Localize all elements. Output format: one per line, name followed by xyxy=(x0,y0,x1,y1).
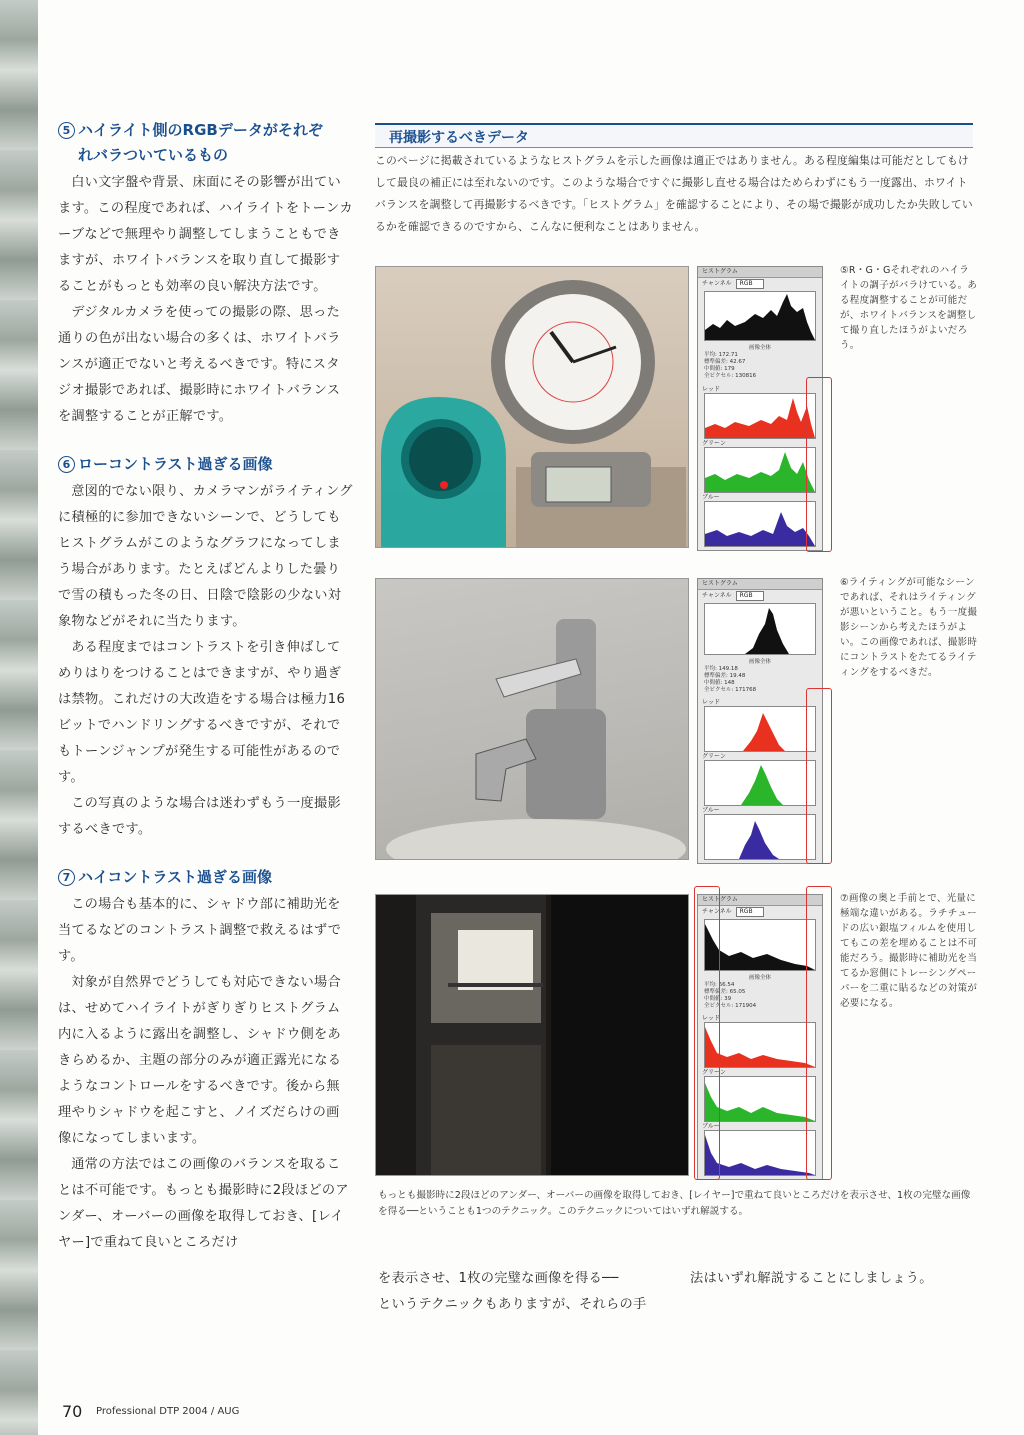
composite-pane xyxy=(704,291,816,341)
channel-select[interactable]: RGB xyxy=(736,907,764,917)
channel-label: チャンネル xyxy=(702,908,732,915)
heading-text: ハイライト側のRGBデータがそれぞ xyxy=(78,121,323,139)
box-intro: このページに掲載されているようなヒストグラムを示した画像は適正ではありません。ある程度編集は可能だとしてもけして最良の補正には至れないのです。このような場合ですぐに撮影し直せる場合はためらわずにもう一度露出、ホワイトバランスを調整して再撮影するべきです。「ヒストグラム」を確認することにより、その場で撮影が成功したか失敗しているかを確認できるのですから、こんなに便利なことはありません。 xyxy=(375,154,973,233)
shadow-marker xyxy=(694,886,720,1180)
channel-label-blue: ブルー xyxy=(702,807,720,814)
stat-mean: 平均: 66.54 xyxy=(704,982,735,988)
clocks-illustration xyxy=(376,267,688,547)
stat-std: 標準偏差: 65.05 xyxy=(704,989,746,995)
stat-median: 中間値: 148 xyxy=(704,680,735,686)
histogram-panel-1 xyxy=(697,266,823,551)
heading-text: ローコントラスト過ぎる画像 xyxy=(78,455,273,473)
stat-pixels: 全ピクセル: 171768 xyxy=(704,687,757,693)
stat-mean: 平均: 149.18 xyxy=(704,666,738,672)
left-photo-strip xyxy=(0,0,38,1435)
section-heading xyxy=(58,118,353,168)
page-number: 70 xyxy=(62,1402,83,1421)
photo-room xyxy=(375,894,689,1176)
histogram-panel-2 xyxy=(697,578,823,864)
stat-pixels: 全ピクセル: 171904 xyxy=(704,1003,757,1009)
paragraph: ある程度まではコントラストを引き伸ばしてめりはりをつけることはできますが、やり過ぎは禁物。これだけの大改造をする場合は極力16ビットでハンドリングするべきですが、それでもトーンジャンプが発生する可能性があるのです。 xyxy=(58,640,346,785)
source-label: 画像全体 xyxy=(748,659,771,665)
red-pane xyxy=(704,1022,816,1068)
box-title-bar xyxy=(375,123,973,148)
source-label: 画像全体 xyxy=(748,975,771,981)
faucet-illustration xyxy=(376,579,688,859)
green-histogram xyxy=(705,761,815,805)
blue-histogram xyxy=(705,502,815,546)
green-histogram xyxy=(705,448,815,492)
paragraph: 通常の方法ではこの画像のバランスを取ることは不可能です。もっとも撮影時に2段ほどのアンダー、オーバーの画像を取得しておき、[レイヤー]で重ねて良いところだけ xyxy=(58,1157,349,1250)
channel-label-red: レッド xyxy=(702,699,720,706)
bottom-col2-line1: を表示させ、1枚の完璧な画像を得る── xyxy=(378,1271,619,1286)
red-histogram xyxy=(705,394,815,438)
stat-mean: 平均: 172.71 xyxy=(704,352,738,358)
paragraph: 白い文字盤や背景、床面にその影響が出ています。この程度であれば、ハイライトをトーンカーブなどで無理やり調整してしまうこともできますが、ホワイトバランスを取り直して撮影することがもっとも効率の良い解決方法です。 xyxy=(58,175,354,294)
composite-histogram xyxy=(705,292,815,340)
paragraph: デジタルカメラを使っての撮影の際、思った通りの色が出ない場合の多くは、ホワイトバランスが適正でないと考えるべきです。特にスタジオ撮影であれば、撮影時にホワイトバランスを調整することが正解です。 xyxy=(58,305,341,424)
blue-histogram xyxy=(705,1131,815,1175)
room-illustration xyxy=(376,895,688,1175)
stats-block xyxy=(704,975,816,1010)
section-number: 5 xyxy=(58,122,75,139)
panel-title: ヒストグラム xyxy=(698,579,822,590)
channel-row xyxy=(698,278,822,289)
panel-title: ヒストグラム xyxy=(698,895,822,906)
paragraph: 意図的でない限り、カメラマンがライティングに積極的に参加できないシーンで、どうしてもヒストグラムがこのようなグラフになってしまう場合があります。たとえばどんよりした曇りで雪の積もった冬の日、日陰で陰影の少ない対象物などがそれに当たります。 xyxy=(58,484,353,629)
box-title: 再撮影するべきデータ xyxy=(389,130,529,146)
section-heading xyxy=(58,865,353,890)
channel-label-blue: ブルー xyxy=(702,494,720,501)
highlight-marker xyxy=(806,377,832,552)
channel-row xyxy=(698,590,822,601)
channel-label-green: グリーン xyxy=(702,753,726,760)
stats-block xyxy=(704,345,816,380)
blue-pane xyxy=(704,501,816,547)
channel-label-green: グリーン xyxy=(702,440,726,447)
caption-6: ⑥ライティングが可能なシーンであれば、それはライティングが悪いということ。もう一度撮影シーンから考えたほうがよい。この画像であれば、撮影時にコントラストをたてるライティングをするべきだ。 xyxy=(840,577,978,678)
source-label: 画像全体 xyxy=(748,345,771,351)
composite-pane xyxy=(704,603,816,655)
paragraph: この場合も基本的に、シャドウ部に補助光を当てるなどのコントラスト調整で救えるはずです。 xyxy=(58,897,342,964)
section-heading xyxy=(58,452,353,477)
stats-block xyxy=(704,659,816,694)
blue-pane xyxy=(704,1130,816,1176)
paragraph: この写真のような場合は迷わずもう一度撮影するべきです。 xyxy=(58,796,341,837)
magazine-issue: Professional DTP 2004 / AUG xyxy=(96,1406,240,1417)
green-pane xyxy=(704,1076,816,1122)
channel-label: チャンネル xyxy=(702,592,732,599)
stat-median: 中間値: 179 xyxy=(704,366,735,372)
stat-std: 標準偏差: 19.48 xyxy=(704,673,746,679)
channel-select[interactable]: RGB xyxy=(736,279,764,289)
highlight-marker xyxy=(806,886,832,1180)
photo-faucet xyxy=(375,578,689,860)
channel-select[interactable]: RGB xyxy=(736,591,764,601)
red-histogram xyxy=(705,1023,815,1067)
stat-std: 標準偏差: 42.67 xyxy=(704,359,746,365)
green-pane xyxy=(704,447,816,493)
panel-title: ヒストグラム xyxy=(698,267,822,278)
highlight-marker xyxy=(806,688,832,864)
bottom-col3-line1: 法はいずれ解説することにしましょう。 xyxy=(690,1271,933,1286)
channel-label-green: グリーン xyxy=(702,1069,726,1076)
heading-text-cont: れバラついているもの xyxy=(78,146,229,164)
caption-7: ⑦画像の奥と手前とで、光量に極端な違いがある。ラチチュードの広い銀塩フィルムを使用してもこの差を埋めることは不可能だろう。撮影時に補助光を当てるか窓側にトレーシングペーパーを二重に貼るなどの対策が必要になる。 xyxy=(840,893,978,1009)
blue-histogram xyxy=(705,815,815,859)
green-pane xyxy=(704,760,816,806)
composite-histogram xyxy=(705,920,815,970)
channel-label: チャンネル xyxy=(702,280,732,287)
section-number: 6 xyxy=(58,456,75,473)
red-pane xyxy=(704,393,816,439)
section-5 xyxy=(58,118,353,430)
heading-text: ハイコントラスト過ぎる画像 xyxy=(78,868,272,886)
channel-label-red: レッド xyxy=(702,386,720,393)
left-column xyxy=(58,118,353,1278)
section-number: 7 xyxy=(58,869,75,886)
section-6 xyxy=(58,452,353,843)
composite-pane xyxy=(704,919,816,971)
composite-histogram xyxy=(705,604,815,654)
bottom-col2-line2: というテクニックもありますが、それらの手 xyxy=(378,1297,647,1312)
green-histogram xyxy=(705,1077,815,1121)
red-histogram xyxy=(705,707,815,751)
paragraph: 対象が自然界でどうしても対応できない場合は、せめてハイライトがぎりぎりヒストグラム内に入るように露出を調整し、シャドウ側をあきらめるか、主題の部分のみが適正露光になるようなコントロールをするべきです。後から無理やりシャドウを起こすと、ノイズだらけの画像になってしまいます。 xyxy=(58,975,342,1146)
blue-pane xyxy=(704,814,816,860)
red-pane xyxy=(704,706,816,752)
stat-pixels: 全ピクセル: 130816 xyxy=(704,373,757,379)
caption-5: ⑤R・G・Gそれぞれのハイライトの調子がバラけている。ある程度調整することが可能だが、ホワイトバランスを調整して撮り直したほうがよいだろう。 xyxy=(840,265,978,351)
photo-clocks xyxy=(375,266,689,548)
section-7 xyxy=(58,865,353,1256)
technique-note: もっとも撮影時に2段ほどのアンダー、オーバーの画像を取得しておき、[レイヤー]で重ねて良いところだけを表示させ、1枚の完璧な画像を得る──ということも1つのテクニック。このテクニックについてはいずれ解説する。 xyxy=(378,1190,971,1217)
channel-label-blue: ブルー xyxy=(702,1123,720,1130)
channel-label-red: レッド xyxy=(702,1015,720,1022)
stat-median: 中間値: 39 xyxy=(704,996,732,1002)
